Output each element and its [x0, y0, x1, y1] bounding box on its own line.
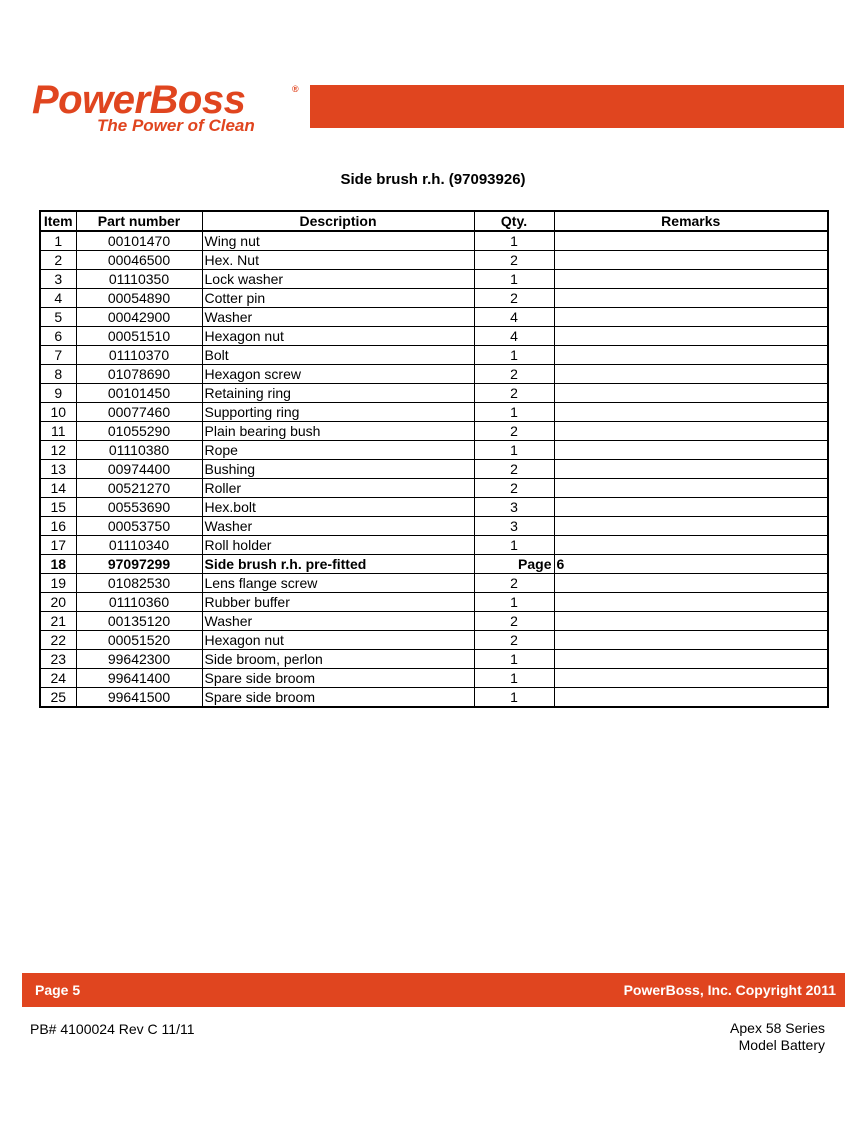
cell-remarks	[554, 270, 828, 289]
table-row	[40, 593, 828, 612]
table-row	[40, 231, 828, 251]
cell-item: 13	[40, 460, 76, 479]
cell-remarks	[554, 517, 828, 536]
cell-item: 9	[40, 384, 76, 403]
cell-item: 2	[40, 251, 76, 270]
table-row	[40, 650, 828, 669]
cell-part-number: 00135120	[76, 612, 202, 631]
cell-item: 20	[40, 593, 76, 612]
parts-table	[39, 210, 829, 708]
brand-name: PowerBoss	[32, 78, 246, 122]
cell-description: Hex.bolt	[202, 498, 474, 517]
cell-description: Hexagon nut	[202, 631, 474, 650]
cell-remarks	[554, 289, 828, 308]
cell-item: 4	[40, 289, 76, 308]
cell-item: 14	[40, 479, 76, 498]
cell-remarks	[554, 365, 828, 384]
cell-description: Hex. Nut	[202, 251, 474, 270]
table-row	[40, 669, 828, 688]
cell-part-number: 99642300	[76, 650, 202, 669]
cell-remarks	[554, 308, 828, 327]
cell-qty: Page	[474, 555, 554, 574]
table-row	[40, 365, 828, 384]
cell-description: Wing nut	[202, 231, 474, 251]
cell-remarks	[554, 346, 828, 365]
cell-qty: 1	[474, 593, 554, 612]
cell-part-number: 99641400	[76, 669, 202, 688]
cell-item: 6	[40, 327, 76, 346]
cell-qty: 2	[474, 384, 554, 403]
cell-qty: 1	[474, 669, 554, 688]
cell-remarks	[554, 631, 828, 650]
cell-qty: 3	[474, 498, 554, 517]
cell-description: Spare side broom	[202, 688, 474, 708]
cell-qty: 4	[474, 308, 554, 327]
cell-part-number: 01110360	[76, 593, 202, 612]
cell-item: 18	[40, 555, 76, 574]
cell-qty: 1	[474, 650, 554, 669]
cell-part-number: 00051520	[76, 631, 202, 650]
copyright: PowerBoss, Inc. Copyright 2011	[623, 982, 836, 998]
table-row	[40, 555, 828, 574]
cell-remarks	[554, 498, 828, 517]
table-row	[40, 631, 828, 650]
parts-table-body	[40, 231, 828, 707]
model-type: Model Battery	[738, 1037, 825, 1053]
cell-remarks	[554, 612, 828, 631]
cell-remarks	[554, 593, 828, 612]
cell-remarks	[554, 536, 828, 555]
cell-part-number: 01055290	[76, 422, 202, 441]
cell-description: Washer	[202, 517, 474, 536]
cell-remarks	[554, 251, 828, 270]
cell-item: 21	[40, 612, 76, 631]
table-row	[40, 289, 828, 308]
cell-part-number: 00974400	[76, 460, 202, 479]
cell-description: Roll holder	[202, 536, 474, 555]
cell-item: 3	[40, 270, 76, 289]
cell-qty: 4	[474, 327, 554, 346]
cell-item: 11	[40, 422, 76, 441]
cell-description: Lock washer	[202, 270, 474, 289]
cell-remarks	[554, 574, 828, 593]
header-remarks: Remarks	[554, 211, 828, 231]
cell-part-number: 01110340	[76, 536, 202, 555]
cell-item: 12	[40, 441, 76, 460]
cell-part-number: 01110380	[76, 441, 202, 460]
table-row	[40, 422, 828, 441]
cell-qty: 1	[474, 403, 554, 422]
cell-part-number: 01082530	[76, 574, 202, 593]
page-number: Page 5	[35, 982, 81, 998]
cell-item: 24	[40, 669, 76, 688]
header-part-number: Part number	[76, 211, 202, 231]
footer-bar	[22, 973, 845, 1007]
cell-part-number: 00054890	[76, 289, 202, 308]
cell-description: Plain bearing bush	[202, 422, 474, 441]
cell-item: 1	[40, 231, 76, 251]
header-qty: Qty.	[474, 211, 554, 231]
table-row	[40, 536, 828, 555]
cell-description: Cotter pin	[202, 289, 474, 308]
table-row	[40, 498, 828, 517]
cell-qty: 2	[474, 365, 554, 384]
powerboss-logo	[22, 80, 312, 138]
cell-qty: 1	[474, 441, 554, 460]
cell-qty: 2	[474, 574, 554, 593]
cell-remarks	[554, 441, 828, 460]
table-row	[40, 441, 828, 460]
cell-qty: 1	[474, 270, 554, 289]
cell-part-number: 00042900	[76, 308, 202, 327]
cell-description: Washer	[202, 612, 474, 631]
cell-item: 7	[40, 346, 76, 365]
model-info	[730, 1020, 825, 1054]
cell-description: Bolt	[202, 346, 474, 365]
cell-qty: 2	[474, 422, 554, 441]
cell-part-number: 01110350	[76, 270, 202, 289]
table-row	[40, 308, 828, 327]
cell-qty: 2	[474, 612, 554, 631]
cell-qty: 1	[474, 346, 554, 365]
table-row	[40, 479, 828, 498]
cell-part-number: 00046500	[76, 251, 202, 270]
table-row	[40, 403, 828, 422]
cell-remarks	[554, 231, 828, 251]
cell-remarks	[554, 422, 828, 441]
cell-part-number: 00053750	[76, 517, 202, 536]
cell-qty: 1	[474, 536, 554, 555]
cell-item: 10	[40, 403, 76, 422]
cell-description: Spare side broom	[202, 669, 474, 688]
table-row	[40, 270, 828, 289]
cell-description: Hexagon nut	[202, 327, 474, 346]
table-header-row	[40, 211, 828, 231]
cell-item: 17	[40, 536, 76, 555]
cell-remarks	[554, 403, 828, 422]
cell-part-number: 00077460	[76, 403, 202, 422]
cell-remarks: 6	[554, 555, 828, 574]
cell-qty: 1	[474, 231, 554, 251]
table-row	[40, 384, 828, 403]
cell-part-number: 01110370	[76, 346, 202, 365]
cell-qty: 1	[474, 688, 554, 708]
header-item: Item	[40, 211, 76, 231]
page-title: Side brush r.h. (97093926)	[340, 171, 526, 188]
cell-item: 8	[40, 365, 76, 384]
table-row	[40, 574, 828, 593]
cell-description: Roller	[202, 479, 474, 498]
cell-description: Bushing	[202, 460, 474, 479]
cell-part-number: 00101450	[76, 384, 202, 403]
cell-remarks	[554, 650, 828, 669]
cell-description: Rope	[202, 441, 474, 460]
cell-qty: 2	[474, 251, 554, 270]
cell-description: Washer	[202, 308, 474, 327]
registered-mark: ®	[292, 84, 299, 94]
table-row	[40, 346, 828, 365]
cell-description: Retaining ring	[202, 384, 474, 403]
cell-part-number: 97097299	[76, 555, 202, 574]
cell-item: 19	[40, 574, 76, 593]
cell-part-number: 00051510	[76, 327, 202, 346]
cell-remarks	[554, 384, 828, 403]
cell-part-number: 00553690	[76, 498, 202, 517]
cell-remarks	[554, 460, 828, 479]
cell-item: 23	[40, 650, 76, 669]
cell-item: 22	[40, 631, 76, 650]
cell-part-number: 00521270	[76, 479, 202, 498]
header-bar	[310, 85, 844, 128]
header-description: Description	[202, 211, 474, 231]
cell-qty: 2	[474, 289, 554, 308]
cell-remarks	[554, 327, 828, 346]
cell-description: Hexagon screw	[202, 365, 474, 384]
cell-item: 25	[40, 688, 76, 708]
table-row	[40, 460, 828, 479]
table-row	[40, 517, 828, 536]
cell-description: Rubber buffer	[202, 593, 474, 612]
cell-part-number: 01078690	[76, 365, 202, 384]
cell-qty: 2	[474, 631, 554, 650]
model-series: Apex 58 Series	[730, 1020, 825, 1036]
cell-item: 16	[40, 517, 76, 536]
table-row	[40, 688, 828, 708]
cell-item: 5	[40, 308, 76, 327]
cell-description: Side broom, perlon	[202, 650, 474, 669]
cell-remarks	[554, 688, 828, 708]
cell-description: Side brush r.h. pre-fitted	[202, 555, 474, 574]
cell-qty: 2	[474, 479, 554, 498]
cell-item: 15	[40, 498, 76, 517]
brand-tagline: The Power of Clean	[97, 116, 255, 135]
cell-qty: 2	[474, 460, 554, 479]
cell-remarks	[554, 479, 828, 498]
cell-description: Supporting ring	[202, 403, 474, 422]
cell-part-number: 99641500	[76, 688, 202, 708]
document-number: PB# 4100024 Rev C 11/11	[30, 1021, 195, 1037]
cell-description: Lens flange screw	[202, 574, 474, 593]
table-row	[40, 327, 828, 346]
cell-part-number: 00101470	[76, 231, 202, 251]
table-row	[40, 251, 828, 270]
table-row	[40, 612, 828, 631]
cell-qty: 3	[474, 517, 554, 536]
cell-remarks	[554, 669, 828, 688]
